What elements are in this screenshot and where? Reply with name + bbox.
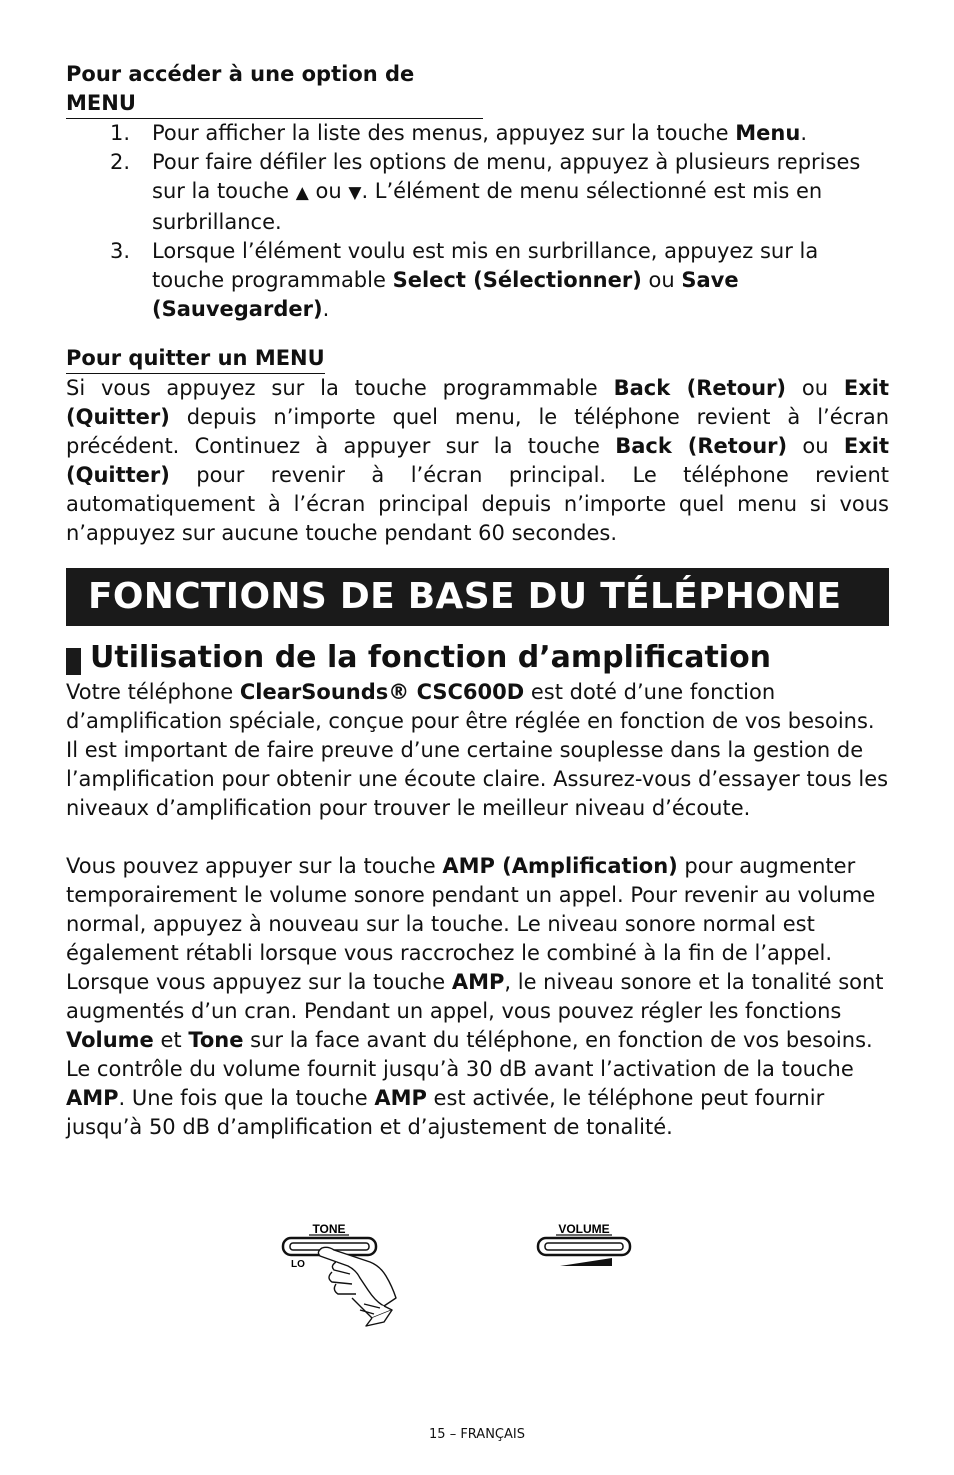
tone-lo-label: LO — [291, 1259, 305, 1270]
section-heading-menu-access: Pour accéder à une option de MENU — [66, 60, 483, 119]
text-run: et — [153, 1028, 189, 1052]
text-run: Si vous appuyez sur la touche programmable — [66, 376, 614, 400]
amplification-paragraph-1 — [66, 678, 889, 823]
text-bold: Volume — [66, 1028, 154, 1052]
step-text: . L’élément de menu sélectionné est mis en surbrillance. — [152, 179, 823, 234]
text-run: depuis n’importe quel menu, le téléphone revient à l’écran précédent. Continuez à appuyer sur la touche — [66, 405, 889, 458]
step-text: Pour afficher la liste des menus, appuyez sur la touche — [152, 121, 736, 145]
text-run: Votre téléphone — [66, 680, 240, 704]
text-run: sur la face avant du téléphone, en fonction de vos besoins. Le contrôle du volume fournit jusqu’à 30 dB avant l’activation de la touche — [66, 1028, 873, 1081]
list-item — [66, 148, 889, 237]
step-text: ou — [308, 179, 349, 203]
amplification-heading-text: Utilisation de la fonction d’amplification — [90, 640, 772, 675]
text-run: est doté d’une fonction d’amplification spéciale, conçue pour être réglée en fonction de vos besoins. Il est important de faire preuve d’une certaine souplesse dans la gestion de l’amplification pour obtenir une écoute claire. Assurez-vous d’essayer tous les niveaux d’amplification pour trouver le meilleur niveau d’écoute. — [66, 680, 889, 820]
amplification-heading — [66, 638, 889, 678]
text-bold: Back (Retour) — [615, 434, 788, 458]
text-run: , le niveau sonore et la tonalité sont augmentés d’un cran. Pendant un appel, vous pouvez régler les fonctions — [66, 970, 884, 1023]
text-bold: Exit (Quitter) — [66, 376, 889, 429]
text-run: ou — [787, 434, 844, 458]
step-number: 3. — [110, 239, 131, 263]
up-arrow-icon: ▲ — [295, 183, 309, 203]
controls-illustration — [0, 1210, 954, 1340]
text-run: pour revenir à l’écran principal. Le téléphone revient automatiquement à l’écran principal depuis n’importe quel menu si vous n’appuyez sur aucune touche pendant 60 secondes. — [66, 463, 889, 545]
text-bold: AMP — [451, 970, 505, 994]
text-bold: Back (Retour) — [613, 376, 787, 400]
menu-access-steps — [66, 119, 889, 324]
step-text: Pour faire défiler les options de menu, appuyez à plusieurs reprises sur la touche — [152, 150, 861, 203]
volume-slider-icon — [538, 1222, 630, 1266]
amplification-paragraph-2 — [66, 852, 889, 1142]
menu-exit-paragraph — [66, 374, 889, 548]
tone-volume-figure — [0, 1210, 954, 1340]
text-run: est activée, le téléphone peut fournir jusqu’à 50 dB d’amplification et d’ajustement de tonalité. — [66, 1086, 825, 1139]
text-bold: AMP — [66, 1086, 119, 1110]
pointing-hand-icon — [318, 1247, 396, 1326]
page-content — [66, 60, 889, 1142]
text-bold: AMP (Amplification) — [442, 854, 678, 878]
list-item — [66, 237, 889, 324]
text-run: Vous pouvez appuyer sur la touche — [66, 854, 443, 878]
page-footer: 15 – FRANÇAIS — [429, 1427, 525, 1442]
step-number: 1. — [110, 121, 131, 145]
down-arrow-icon: ▼ — [348, 183, 362, 203]
tone-label: TONE — [312, 1222, 346, 1236]
text-bold: Exit (Quitter) — [66, 434, 889, 487]
volume-label: VOLUME — [558, 1222, 610, 1236]
step-number: 2. — [110, 150, 131, 174]
step-bold: Menu — [735, 121, 801, 145]
step-text: . — [322, 297, 330, 321]
step-bold: Save (Sauvegarder) — [152, 268, 739, 321]
step-text: . — [800, 121, 808, 145]
text-bold: Tone — [188, 1028, 244, 1052]
list-item — [66, 119, 889, 148]
section-banner: FONCTIONS DE BASE DU TÉLÉPHONE — [66, 568, 889, 626]
text-run: pour augmenter temporairement le volume sonore pendant un appel. Pour revenir au volume normal, appuyez à nouveau sur la touche. Le niveau sonore normal est également rétabli lorsque vous raccrochez le combiné à la fin de l’appel. Lorsque vous appuyez sur la touche — [66, 854, 876, 994]
text-run: . Une fois que la touche — [118, 1086, 375, 1110]
step-bold: Select (Sélectionner) — [392, 268, 642, 292]
text-run: ou — [786, 376, 844, 400]
heading-marker-icon — [66, 648, 81, 675]
text-bold: ClearSounds® CSC600D — [239, 680, 525, 704]
step-text: Lorsque l’élément voulu est mis en surbrillance, appuyez sur la touche programmable — [152, 239, 819, 292]
text-bold: AMP — [374, 1086, 427, 1110]
section-heading-menu-exit: Pour quitter un MENU — [66, 344, 325, 374]
step-text: ou — [641, 268, 682, 292]
